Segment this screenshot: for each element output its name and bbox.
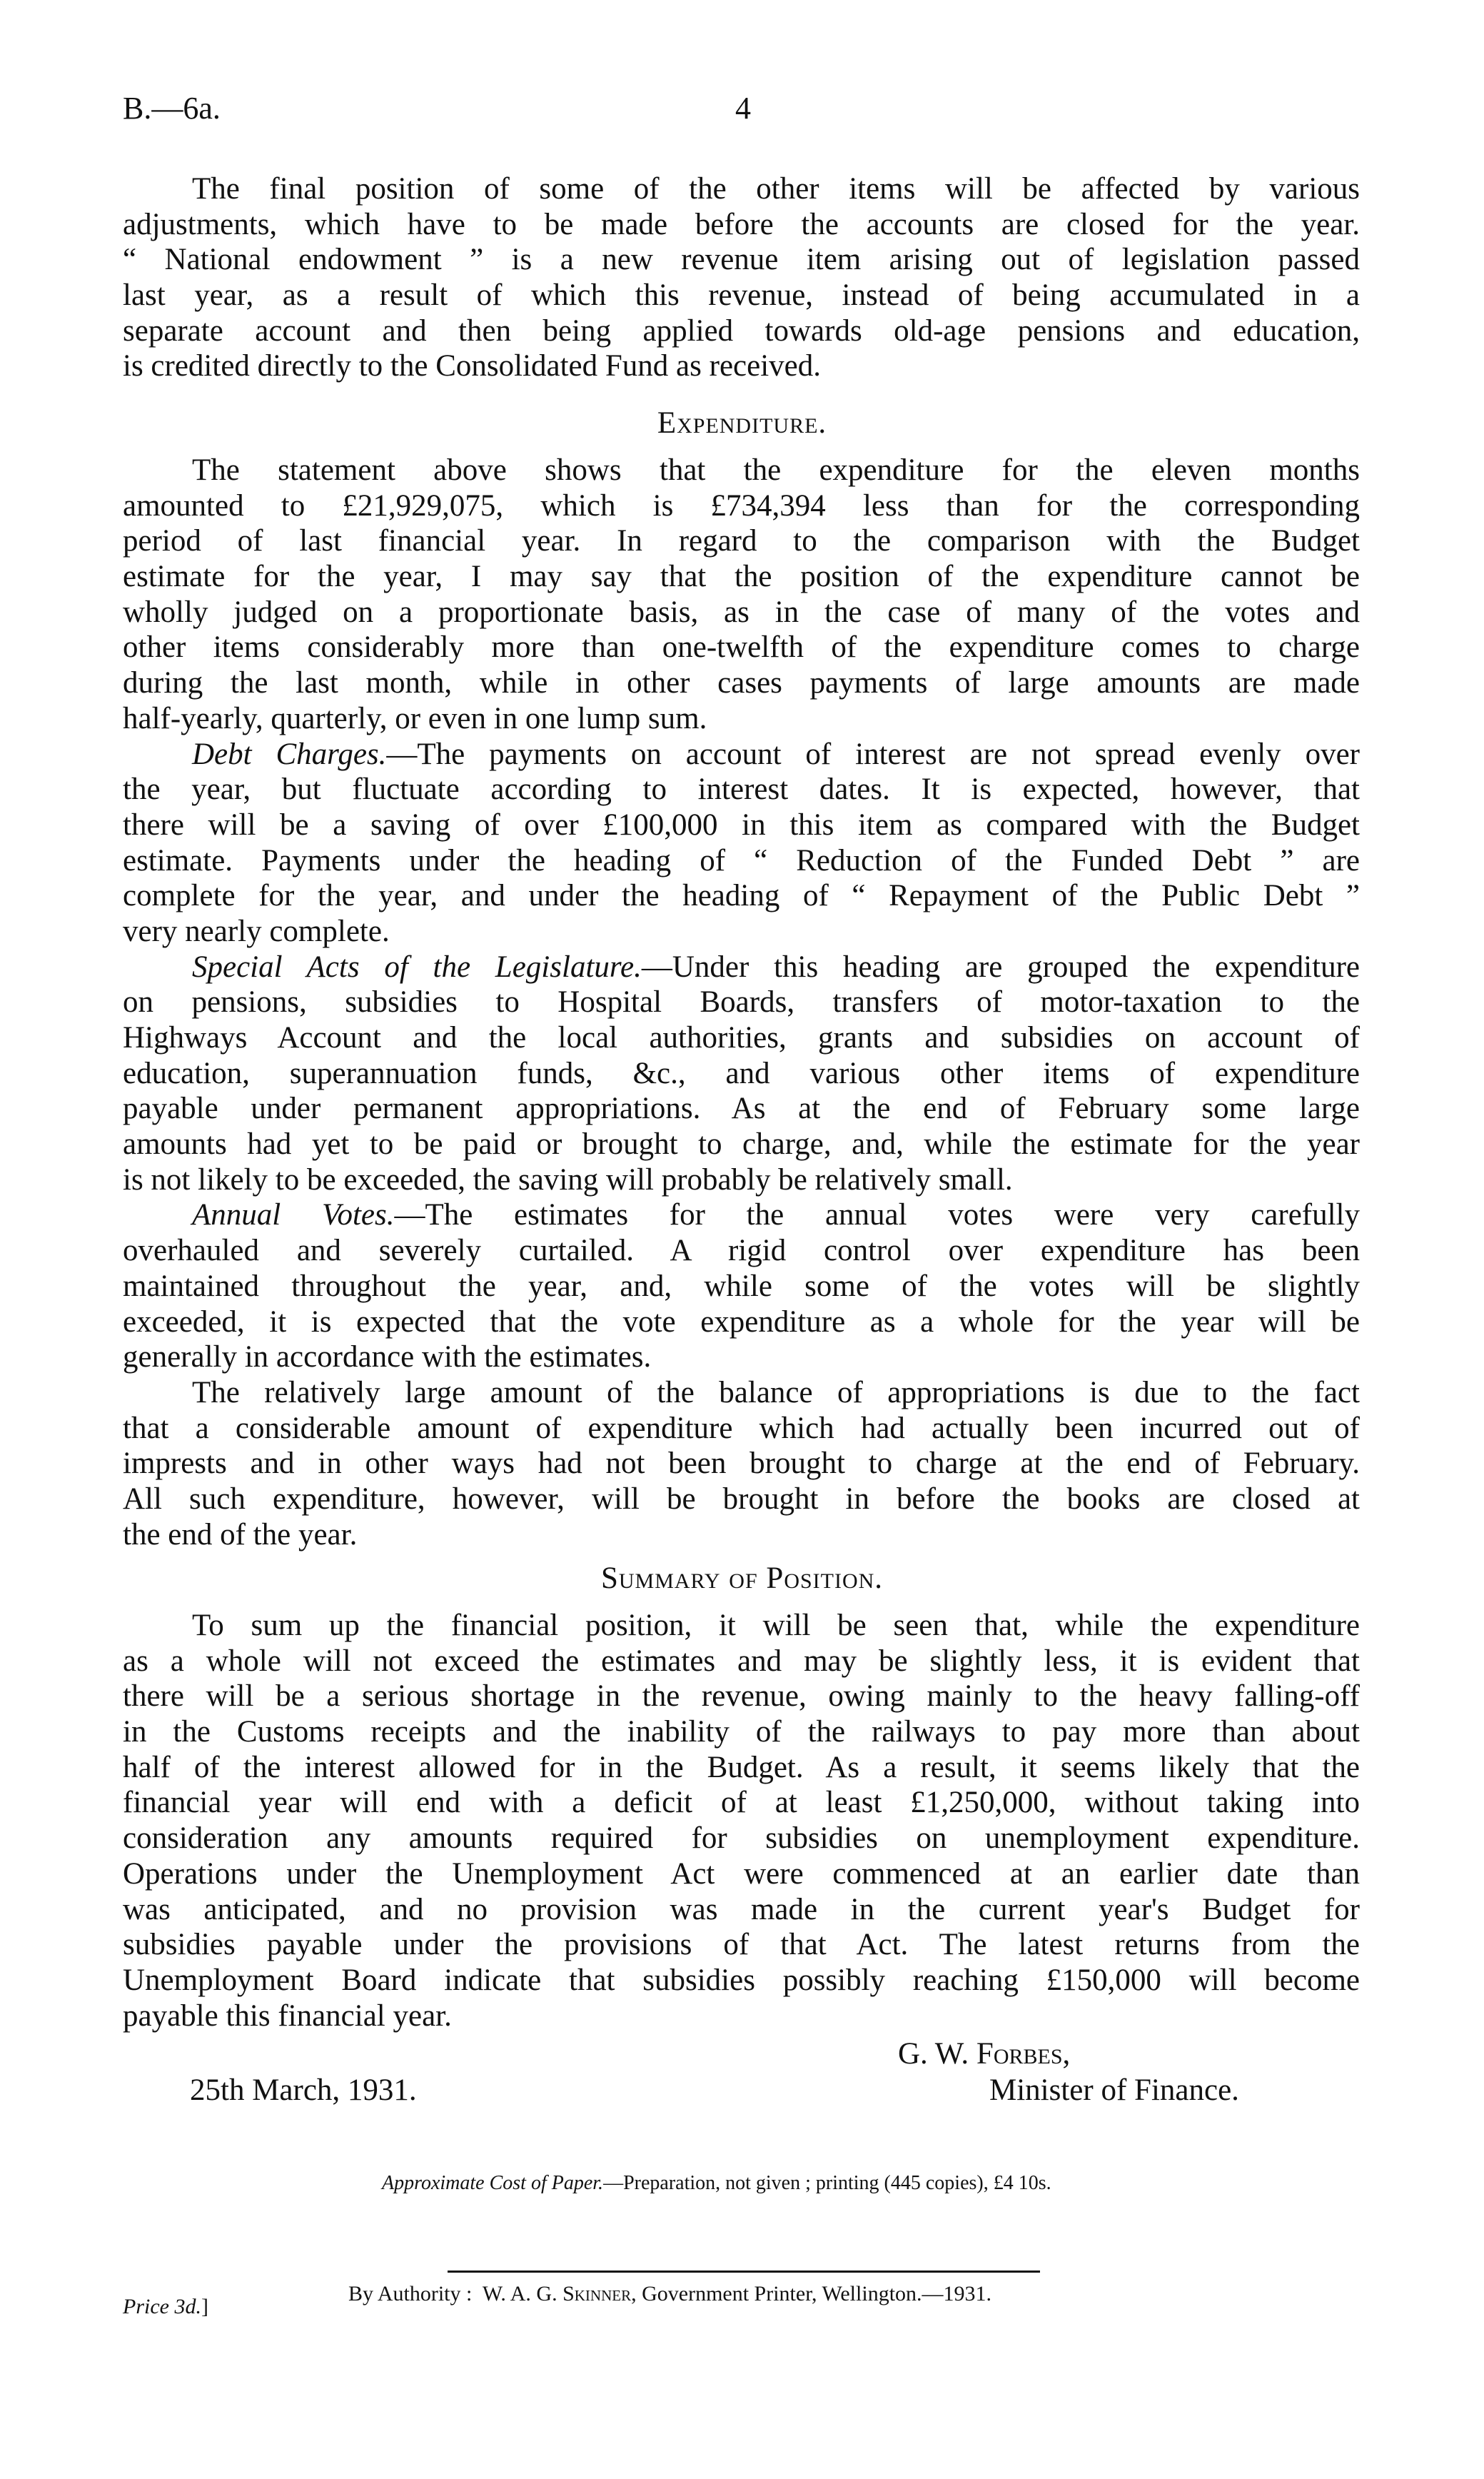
expenditure-section [123, 453, 1360, 1552]
text-line: in the Customs receipts and the inability of the railways to pay more than about [123, 1715, 1360, 1749]
text-line: period of last financial year. In regard to the comparison with the Budget [123, 524, 1360, 558]
text-line: the end of the year. [123, 1517, 358, 1552]
text-line: consideration any amounts required for subsidies on unemployment expenditure. [123, 1821, 1360, 1856]
text-line: Unemployment Board indicate that subsidies possibly reaching £150,000 will become [123, 1963, 1360, 1997]
printer-initials: W. A. G. [482, 2282, 557, 2305]
page-number: 4 [735, 91, 751, 126]
text-line: is credited directly to the Consolidated Fund as received. [123, 349, 821, 383]
text-line: overhauled and severely curtailed. A rigid control over expenditure has been [123, 1234, 1360, 1268]
text-line [123, 1197, 1360, 1233]
signatory-surname: Forbes, [976, 2037, 1071, 2071]
text-line: amounts had yet to be paid or brought to charge, and, while the estimate for the year [123, 1127, 1360, 1162]
cost-text: —Preparation, not given ; printing (445 copies), £4 10s. [603, 2172, 1051, 2194]
text-line: adjustments, which have to be made before the accounts are closed for the year. [123, 207, 1360, 241]
text-line: there will be a serious shortage in the revenue, owing mainly to the heavy falling-off [123, 1679, 1360, 1714]
text-line: amounted to £21,929,075, which is £734,394 less than for the corresponding [123, 488, 1360, 523]
text-line [123, 737, 1360, 773]
signatory-title: Minister of Finance. [989, 2073, 1239, 2107]
text-line: wholly judged on a proportionate basis, as in the case of many of the votes and [123, 595, 1360, 629]
text-line: that a considerable amount of expenditure which had actually been incurred out of [123, 1411, 1360, 1445]
text-line: on pensions, subsidies to Hospital Boards, transfers of motor-taxation to the [123, 985, 1360, 1020]
cost-of-paper-note [382, 2172, 1051, 2195]
printer-surname: Skinner, [562, 2282, 637, 2305]
text-line: other items considerably more than one-twelfth of the expenditure comes to charge [123, 630, 1360, 665]
text-line: maintained throughout the year, and, while some of the votes will be slightly [123, 1269, 1360, 1303]
text-line: Operations under the Unemployment Act were commenced at an earlier date than [123, 1856, 1360, 1891]
text-line: generally in accordance with the estimates. [123, 1340, 652, 1374]
expenditure-heading: Expenditure. [657, 406, 827, 440]
text-line-rest: —The estimates for the annual votes were very carefully [394, 1198, 1360, 1232]
text-line: separate account and then being applied towards old-age pensions and education, [123, 313, 1360, 348]
text-line: financial year will end with a deficit of at least £1,250,000, without taking into [123, 1786, 1360, 1820]
summary-paragraph [123, 1608, 1360, 2033]
text-line: is not likely to be exceeded, the saving will probably be relatively small. [123, 1162, 1013, 1197]
text-line [123, 950, 1360, 985]
text-line: payable this financial year. [123, 1998, 452, 2033]
text-line: To sum up the financial position, it will be seen that, while the expenditure [192, 1609, 1360, 1642]
intro-paragraph [123, 171, 1360, 384]
text-line: The statement above shows that the expenditure for the eleven months [192, 453, 1360, 487]
paragraph-lead: Debt Charges. [192, 737, 387, 771]
text-line: last year, as a result of which this revenue, instead of being accumulated in a [123, 278, 1360, 313]
text-line: estimate. Payments under the heading of “ Reduction of the Funded Debt ” are [123, 843, 1360, 878]
document-reference: B.—6a. [123, 91, 221, 126]
text-line: complete for the year, and under the heading of “ Repayment of the Public Debt ” [123, 879, 1360, 913]
summary-heading: Summary of Position. [600, 1562, 884, 1595]
paragraph-lead: Annual Votes. [192, 1198, 395, 1232]
paragraph-lead: Special Acts of the Legislature. [192, 950, 642, 984]
text-line: The relatively large amount of the balance of appropriations is due to the fact [192, 1375, 1360, 1409]
text-line: during the last month, while in other cases payments of large amounts are made [123, 666, 1360, 700]
price-bracket: ] [201, 2295, 208, 2318]
text-line: was anticipated, and no provision was made in the current year's Budget for [123, 1892, 1360, 1926]
cost-label: Approximate Cost of Paper. [382, 2172, 604, 2194]
signatory-name [898, 2036, 1070, 2071]
printer-details: Government Printer, Wellington.—1931. [642, 2282, 992, 2305]
text-line-rest: —Under this heading are grouped the expenditure [641, 950, 1360, 984]
signatory-initials: G. W. [898, 2037, 969, 2071]
price-note [123, 2295, 208, 2319]
text-line: there will be a saving of over £100,000 in this item as compared with the Budget [123, 808, 1360, 842]
text-line: exceeded, it is expected that the vote expenditure as a whole for the year will be [123, 1304, 1360, 1339]
text-line: very nearly complete. [123, 914, 390, 948]
text-line: as a whole will not exceed the estimates and may be slightly less, it is evident that [123, 1644, 1360, 1678]
text-line: payable under permanent appropriations. As at the end of February some large [123, 1092, 1360, 1126]
text-line: estimate for the year, I may say that the position of the expenditure cannot be [123, 560, 1360, 594]
signature-date: 25th March, 1931. [190, 2073, 417, 2107]
text-line: subsidies payable under the provisions of that Act. The latest returns from the [123, 1928, 1360, 1962]
text-line: Highways Account and the local authorities, grants and subsidies on account of [123, 1021, 1360, 1055]
text-line: “ National endowment ” is a new revenue item arising out of legislation passed [123, 243, 1360, 277]
text-line: education, superannuation funds, &c., and various other items of expenditure [123, 1056, 1360, 1090]
text-line: half of the interest allowed for in the Budget. As a result, it seems likely that the [123, 1750, 1360, 1784]
text-line-rest: —The payments on account of interest are not spread evenly over [386, 737, 1361, 771]
text-line: The final position of some of the other items will be affected by various [192, 172, 1360, 206]
text-line: imprests and in other ways had not been brought to charge at the end of February. [123, 1447, 1360, 1481]
text-line: half-yearly, quarterly, or even in one lump sum. [123, 701, 707, 735]
text-line: All such expenditure, however, will be brought in before the books are closed at [123, 1482, 1360, 1516]
authority-label: By Authority : [348, 2282, 473, 2305]
text-line: the year, but fluctuate according to interest dates. It is expected, however, that [123, 773, 1360, 807]
printer-imprint [348, 2282, 991, 2306]
price-label: Price 3d. [123, 2295, 201, 2318]
footer-rule [448, 2271, 1040, 2273]
